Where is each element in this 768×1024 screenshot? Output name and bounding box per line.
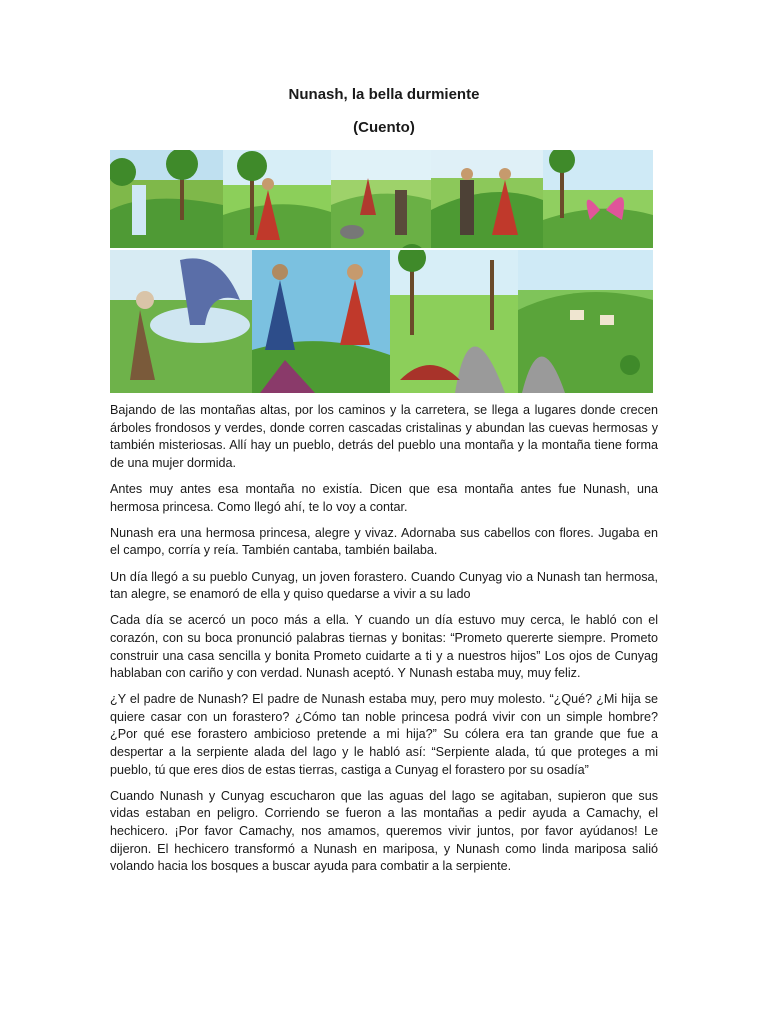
story-body	[110, 402, 658, 884]
paragraph: Antes muy antes esa montaña no existía. Dicen que esa montaña antes fue Nunash, una hermosa princesa. Como llegó ahí, te lo voy a contar.	[110, 481, 658, 514]
paragraph: Un día llegó a su pueblo Cunyag, un joven forastero. Cuando Cunyag vio a Nunash tan hermosa, tan alegre, se enamoró de ella y quiso quedarse a vivir a su lado	[110, 569, 658, 602]
panel-princess-in-forest	[223, 150, 331, 248]
panel-princess-and-traveler	[331, 150, 431, 248]
panel-winged-serpent-attack	[110, 250, 252, 393]
paragraph: Cada día se acercó un poco más a ella. Y cuando un día estuvo muy cerca, le habló con el corazón, con su boca pronunció palabras tiernas y bonitas: “Prometo quererte siempre. Prometo construir una casa sencilla y bonita Prometo cuidarte a ti y a nuestros hijos” Los ojos de Cunyag hablaban con cariño y con verdad. Nunash aceptó. Y Nunash estaba muy, muy feliz.	[110, 613, 658, 681]
panel-sorcerer-and-princess	[252, 250, 390, 393]
panel-village-landscape	[518, 250, 653, 393]
story-illustration-collage	[110, 150, 653, 393]
panel-waterfall-forest	[110, 150, 223, 248]
panel-butterfly	[543, 150, 653, 248]
panel-couple-holding-hands	[431, 150, 543, 248]
document-title: Nunash, la bella durmiente	[288, 86, 480, 103]
panel-princess-sleeping-stones	[390, 244, 518, 393]
paragraph: Cuando Nunash y Cunyag escucharon que las aguas del lago se agitaban, supieron que sus vidas estaban en peligro. Corriendo se fueron a las montañas a pedir ayuda a Camachy, el hechicero. ¡Por favor Camachy, nos amamos, queremos vivir juntos, por favor ayúdanos! Le dijeron. El hechicero transformó a Nunash en mariposa, y Nunash como linda mariposa salió volando hacia los bosques a buscar ayuda para combatir a la serpiente.	[110, 788, 658, 874]
paragraph: ¿Y el padre de Nunash? El padre de Nunash estaba muy, pero muy molesto. “¿Qué? ¿Mi hija se quiere casar con un forastero? ¿Cómo tan noble princesa podrá vivir con un simple hombre? ¿Por qué ese forastero ambicioso pretende a mi hija?” Su cólera era tan grande que fue a despertar a la serpiente alada del lago y le habló así: “Serpiente alada, tú que proteges a mi pueblo, tú que eres dios de estas tierras, castiga a Cunyag el forastero por su osadía”	[110, 692, 658, 777]
paragraph: Bajando de las montañas altas, por los caminos y la carretera, se llega a lugares donde crecen árboles frondosos y verdes, donde corren cascadas cristalinas y abundan las cuevas hermosas y también misteriosas. Allí hay un pueblo, detrás del pueblo una montaña y la montaña tiene forma de una mujer dormida.	[110, 403, 658, 470]
document-subtitle: (Cuento)	[353, 119, 415, 136]
paragraph: Nunash era una hermosa princesa, alegre y vivaz. Adornaba sus cabellos con flores. Jugaba en el campo, corría y reía. También cantaba, también bailaba.	[110, 525, 658, 558]
